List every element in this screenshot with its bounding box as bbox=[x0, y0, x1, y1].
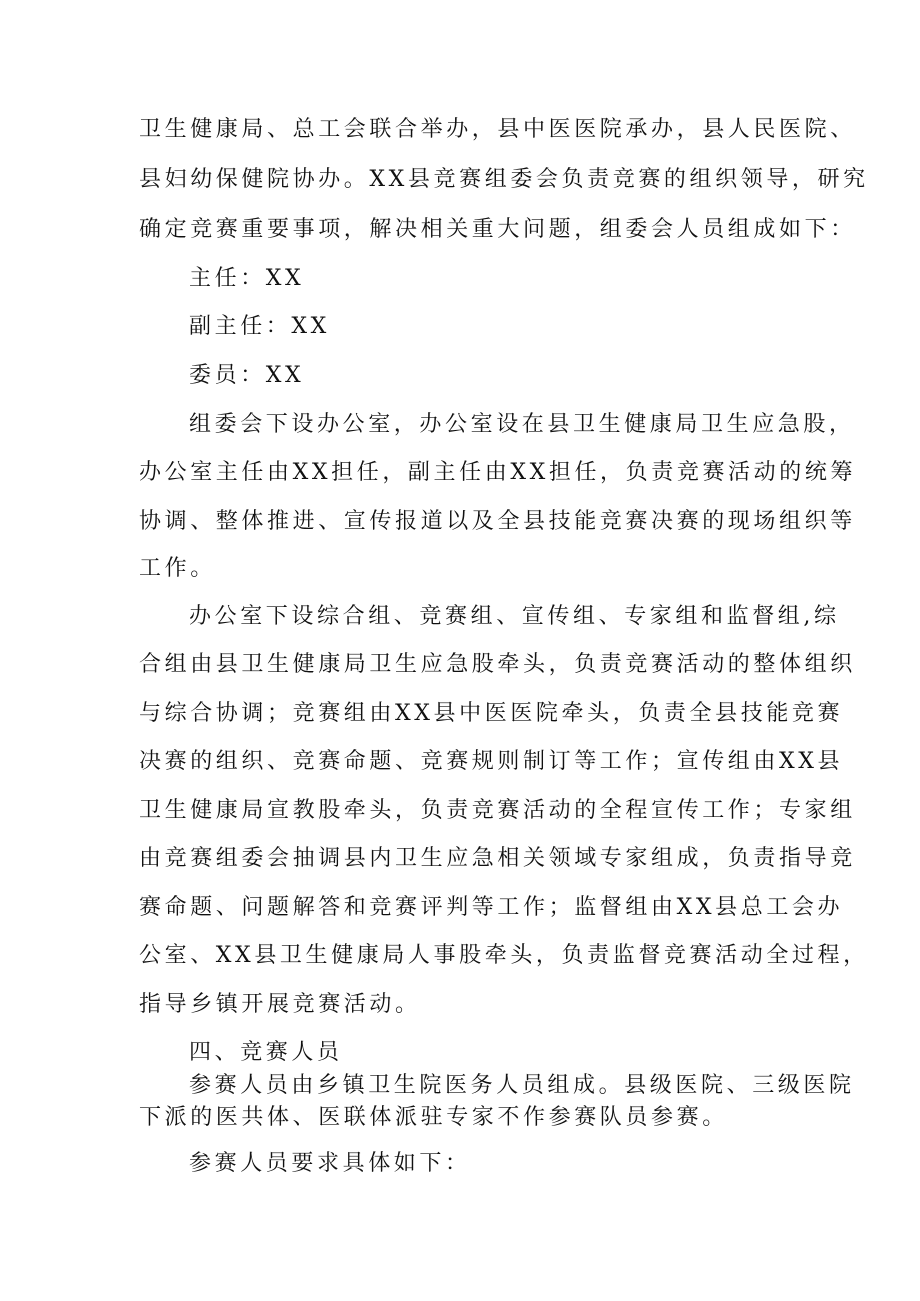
committee-members-line: 委员：XX bbox=[189, 363, 305, 388]
paragraph-line: 卫生健康局、总工会联合举办，县中医医院承办，县人民医院、 bbox=[139, 117, 856, 142]
paragraph-line: 公室、XX县卫生健康局人事股牵头，负责监督竞赛活动全过程， bbox=[139, 943, 869, 968]
paragraph-line: 卫生健康局宣教股牵头，负责竞赛活动的全程宣传工作；专家组 bbox=[139, 798, 856, 823]
paragraph-line: 与综合协调；竞赛组由XX县中医医院牵头，负责全县技能竞赛 bbox=[139, 701, 844, 726]
paragraph-line: 指导乡镇开展竞赛活动。 bbox=[139, 992, 421, 1017]
paragraph-line: 县妇幼保健院协办。XX县竞赛组委会负责竞赛的组织领导，研究 bbox=[139, 167, 869, 192]
paragraph-line: 组委会下设办公室，办公室设在县卫生健康局卫生应急股， bbox=[189, 412, 855, 437]
paragraph-line: 合组由县卫生健康局卫生应急股牵头，负责竞赛活动的整体组织 bbox=[139, 652, 856, 677]
paragraph-line: 协调、整体推进、宣传报道以及全县技能竞赛决赛的现场组织等 bbox=[139, 509, 856, 534]
paragraph-line: 办公室下设综合组、竞赛组、宣传组、专家组和监督组,综 bbox=[189, 604, 840, 629]
paragraph-line: 确定竞赛重要事项，解决相关重大问题，组委会人员组成如下： bbox=[139, 217, 856, 242]
paragraph-line: 参赛人员要求具体如下： bbox=[189, 1151, 471, 1176]
paragraph-line: 赛命题、问题解答和竞赛评判等工作；监督组由XX县总工会办 bbox=[139, 895, 844, 920]
committee-director-line: 主任：XX bbox=[189, 266, 305, 291]
paragraph-line: 办公室主任由XX担任，副主任由XX担任，负责竞赛活动的统筹 bbox=[139, 460, 857, 485]
paragraph-line: 下派的医共体、医联体派驻专家不作参赛队员参赛。 bbox=[139, 1105, 728, 1130]
paragraph-line: 由竞赛组委会抽调县内卫生应急相关领域专家组成，负责指导竞 bbox=[139, 846, 856, 871]
committee-deputy-director-line: 副主任：XX bbox=[189, 314, 330, 339]
paragraph-line: 决赛的组织、竞赛命题、竞赛规则制订等工作；宣传组由XX县 bbox=[139, 749, 844, 774]
section-heading: 四、竞赛人员 bbox=[189, 1040, 343, 1065]
paragraph-line: 参赛人员由乡镇卫生院医务人员组成。县级医院、三级医院 bbox=[189, 1073, 855, 1098]
paragraph-line: 工作。 bbox=[139, 556, 216, 581]
